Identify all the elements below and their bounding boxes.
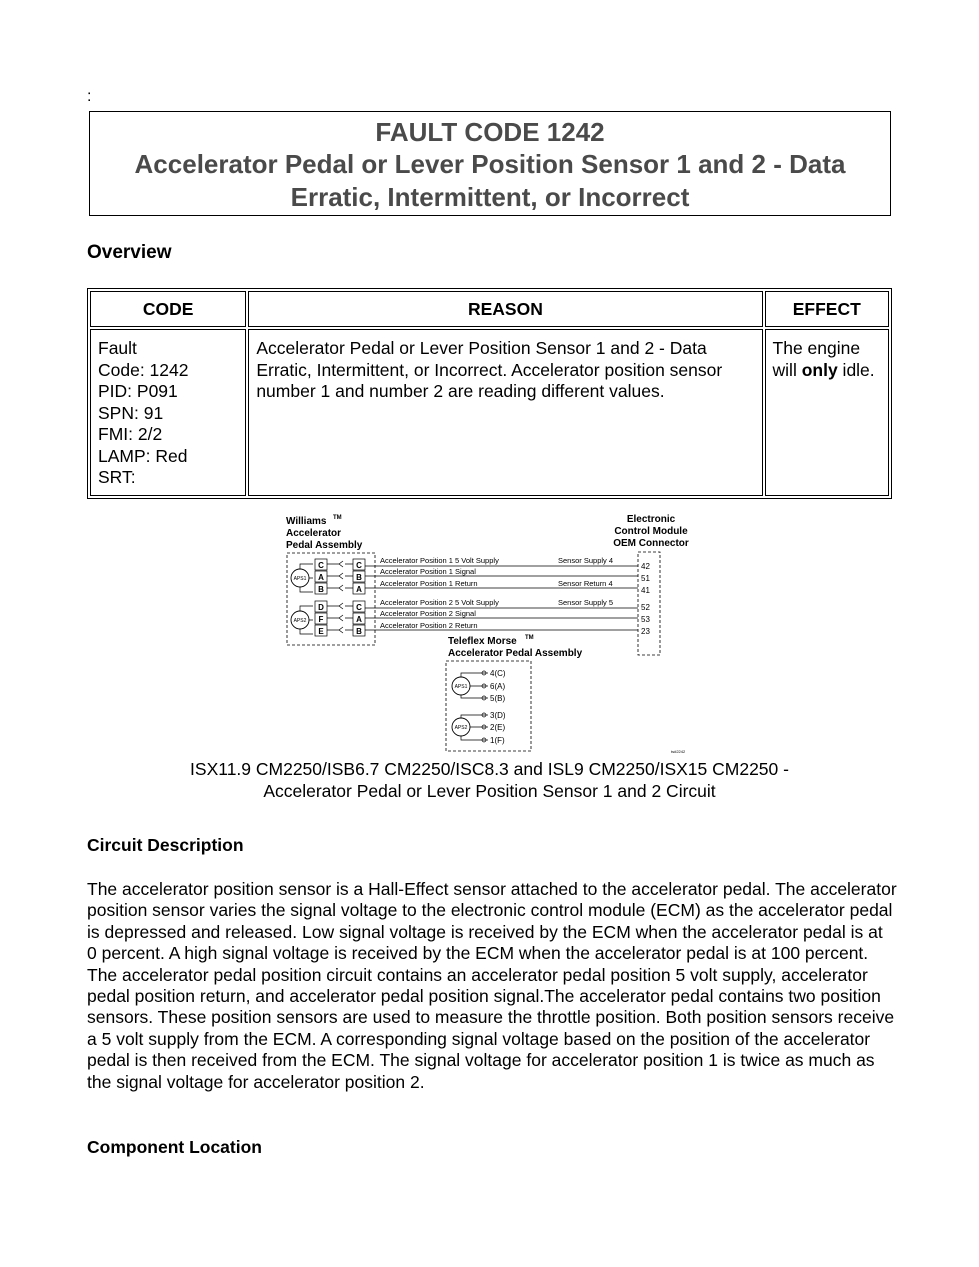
effect-text: The engine will: [772, 338, 861, 380]
pin-label: E: [318, 627, 324, 636]
figure-id: ts#2242: [671, 749, 686, 754]
wire-label: Accelerator Position 1 Return: [380, 579, 478, 588]
figure-caption: [87, 758, 892, 802]
code-line: PID: P091: [98, 381, 178, 401]
leading-colon: :: [87, 88, 92, 105]
code-line: SPN: 91: [98, 402, 164, 423]
circuit-description-paragraph: The accelerator position sensor is a Hall-Effect sensor attached to the accelerator pedal. The accelerator position sensor varies the signal voltage to the electronic control module (ECM) as the accelerator pedal is depressed and released. Low signal voltage is received by the ECM when the accelerator pedal is at 0 percent. A high signal voltage is received by the ECM when the accelerator pedal is at 100 percent. The accelerator pedal position circuit contains an accelerator pedal position 5 volt supply, accelerator pedal position return, and accelerator pedal position signal.The accelerator pedal contains two position sensors. These position sensors are used to measure the throttle position. Both position sensors receive a 5 volt supply from the ECM. A corresponding signal voltage based on the position of the accelerator pedal is then received from the ECM. The signal voltage for accelerator position 1 is twice as much as the signal voltage for accelerator position 2.: [87, 879, 897, 1092]
code-cell: [90, 329, 246, 496]
tele-pin-label: 4(C): [490, 669, 506, 678]
code-line: LAMP: Red: [98, 445, 188, 466]
fault-description-line2: Erratic, Intermittent, or Incorrect: [290, 182, 690, 212]
ecm-signal-label: Sensor Supply 5: [558, 598, 614, 607]
trademark-label: TM: [525, 635, 534, 641]
ecm-signal-label: Sensor Supply 4: [558, 556, 614, 565]
ecm-pin-number: 52: [641, 603, 650, 612]
wire-label: Accelerator Position 2 Signal: [380, 609, 476, 618]
pin-label: C: [356, 603, 362, 612]
code-line: Fault: [98, 338, 137, 358]
pin-label: B: [356, 573, 362, 582]
effect-emphasis: only: [801, 359, 838, 380]
tele-pin-label: 3(D): [490, 711, 506, 720]
header-effect: EFFECT: [765, 291, 889, 327]
code-line: Code: 1242: [98, 359, 189, 380]
fault-code-table: [87, 288, 892, 499]
overview-heading: Overview: [87, 242, 172, 263]
fault-code-title: FAULT CODE 1242: [375, 117, 605, 147]
ecm-signal-label: Sensor Return 4: [558, 579, 613, 588]
wire-label: Accelerator Position 2 5 Volt Supply: [380, 598, 499, 607]
tele-pin-label: 5(B): [490, 694, 506, 703]
pin-label: B: [356, 627, 362, 636]
pin-label: A: [318, 573, 324, 582]
circuit-diagram: [283, 510, 698, 755]
wire-label: Accelerator Position 1 Signal: [380, 567, 476, 576]
pin-label: D: [318, 603, 324, 612]
component-location-heading: Component Location: [87, 1137, 262, 1157]
header-reason: REASON: [248, 291, 762, 327]
aps1-label: APS1: [293, 576, 307, 582]
fault-title-box: [89, 111, 891, 216]
pin-label: C: [356, 561, 362, 570]
code-line: FMI: 2/2: [98, 424, 163, 444]
teleflex-assembly-box: [446, 661, 531, 751]
tele-pin-label: 2(E): [490, 723, 506, 732]
ecm-label-3: OEM Connector: [613, 538, 689, 549]
circuit-description-heading: Circuit Description: [87, 835, 244, 855]
tele-pin-label: 1(F): [490, 736, 505, 745]
tele-aps1-label: APS1: [454, 684, 468, 690]
pin-label: A: [356, 585, 362, 594]
ecm-label-1: Electronic: [626, 514, 676, 525]
pin-label: A: [356, 615, 362, 624]
pin-label: C: [318, 561, 324, 570]
tele-pin-label: 6(A): [490, 682, 506, 691]
reason-cell: Accelerator Pedal or Lever Position Sensor 1 and 2 - Data Erratic, Intermittent, or Incorrect. Accelerator position sensor number 1 and number 2 are reading different values.: [248, 329, 762, 496]
effect-cell: [765, 329, 889, 496]
pin-label: F: [318, 615, 324, 624]
fault-description-line1: Accelerator Pedal or Lever Position Sensor 1 and 2 - Data: [134, 149, 846, 179]
ecm-pin-number: 53: [641, 615, 650, 624]
ecm-pin-number: 51: [641, 574, 650, 583]
wire-label: Accelerator Position 1 5 Volt Supply: [380, 556, 499, 565]
wire-label: Accelerator Position 2 Return: [380, 621, 478, 630]
williams-label: Williams: [286, 516, 327, 527]
trademark-label: TM: [333, 515, 342, 521]
teleflex-label-2: Accelerator Pedal Assembly: [448, 648, 583, 659]
table-row: [90, 329, 889, 496]
aps2-label: APS2: [293, 618, 307, 624]
caption-line1: ISX11.9 CM2250/ISB6.7 CM2250/ISC8.3 and ISL9 CM2250/ISX15 CM2250 -: [190, 759, 789, 779]
ecm-pin-number: 41: [641, 586, 650, 595]
effect-text-end: idle.: [837, 359, 875, 380]
ecm-pin-number: 42: [641, 562, 650, 571]
table-header-row: [90, 291, 889, 327]
williams-label-2: Accelerator: [286, 528, 342, 539]
header-code: CODE: [90, 291, 246, 327]
ecm-pin-number: 23: [641, 627, 650, 636]
caption-line2: Accelerator Pedal or Lever Position Sensor 1 and 2 Circuit: [263, 781, 716, 801]
tele-aps2-label: APS2: [454, 725, 468, 731]
ecm-label-2: Control Module: [614, 526, 688, 537]
teleflex-label: Teleflex Morse: [448, 636, 517, 647]
williams-label-3: Pedal Assembly: [286, 540, 363, 551]
pin-label: B: [318, 585, 324, 594]
code-line: SRT:: [98, 467, 136, 487]
